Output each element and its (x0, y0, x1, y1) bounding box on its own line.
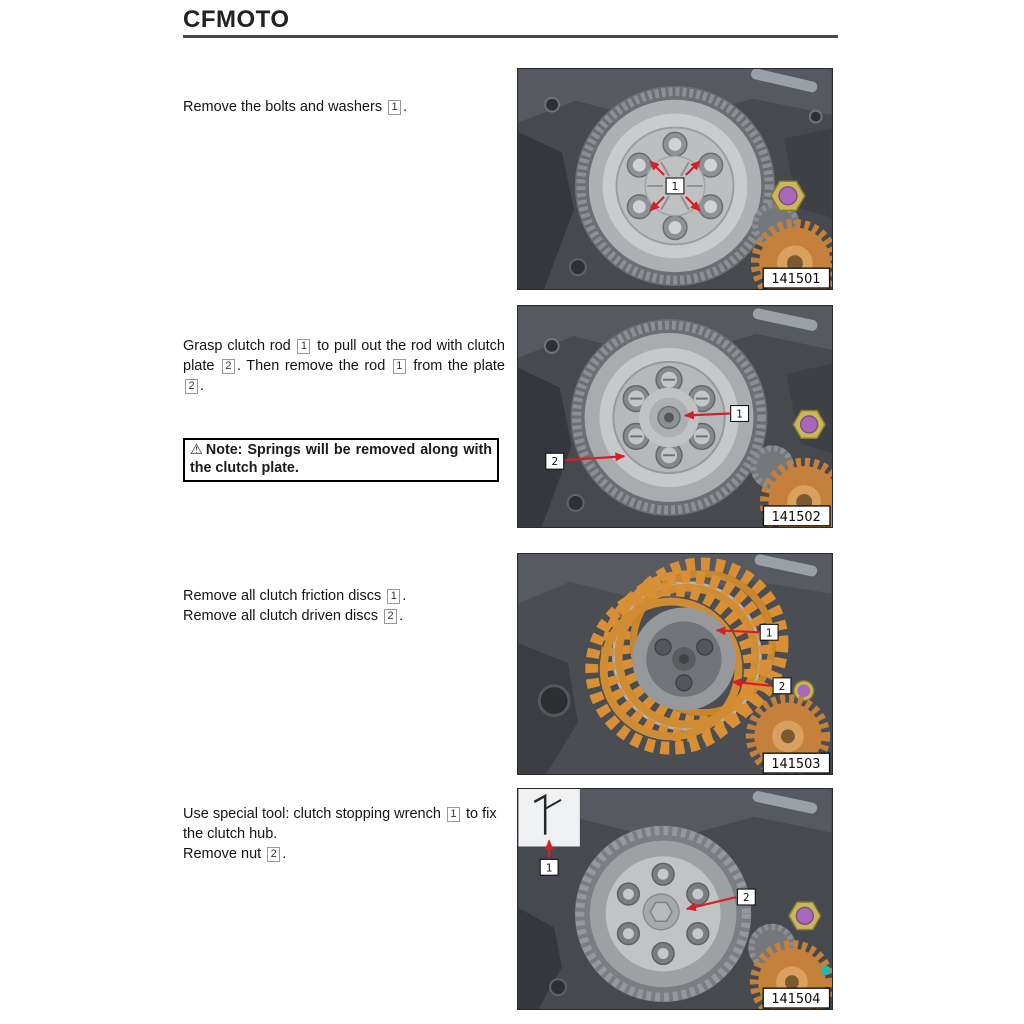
teal-mark (821, 965, 831, 975)
purple-seal (779, 187, 797, 205)
note-text: Note: Springs will be removed along with the clutch plate. (190, 442, 492, 476)
figure-number-box (763, 988, 829, 1008)
clutch-center-hub (632, 608, 735, 711)
text-run: Use special tool: clutch stopping wrench (183, 806, 445, 822)
brass-nut (793, 411, 825, 439)
svg-text:1: 1 (545, 862, 553, 875)
instruction-step-2 (183, 336, 505, 396)
svg-text:1: 1 (671, 180, 679, 193)
figure-141503 (517, 553, 833, 775)
instruction-step-3 (183, 586, 505, 626)
text-run: . (282, 846, 287, 862)
figure-141502 (517, 305, 833, 528)
clutch-rod (658, 407, 680, 429)
clutch-rod-photo (518, 306, 832, 527)
figure-number-box (763, 506, 830, 526)
text-run: . (403, 99, 408, 115)
header-divider (183, 35, 838, 38)
text-run: from the plate (407, 358, 505, 374)
callout-ref-1: 1 (297, 339, 310, 354)
purple-seal (801, 416, 818, 433)
callout-ref-1: 1 (387, 589, 400, 604)
svg-text:141502: 141502 (771, 509, 821, 525)
text-run: . (200, 378, 205, 394)
text-run: Remove the bolts and washers (183, 99, 387, 115)
text-run: to fix the clutch hub. (183, 806, 497, 842)
figure-number-box (763, 268, 829, 288)
callout-ref-1: 1 (388, 100, 401, 115)
warning-icon: ⚠ (190, 442, 204, 458)
figure-callout-1 (760, 624, 778, 640)
clutch-hub-photo (518, 789, 832, 1009)
svg-text:1: 1 (736, 408, 743, 421)
instruction-step-4 (183, 804, 505, 864)
figure-callout-2 (737, 889, 755, 905)
text-run: Remove all clutch driven discs (183, 608, 383, 624)
callout-ref-2: 2 (185, 379, 198, 394)
svg-text:1: 1 (765, 627, 773, 640)
figure-callout-1 (666, 178, 684, 194)
brass-nut (789, 902, 821, 930)
svg-text:141504: 141504 (771, 992, 821, 1008)
svg-text:141501: 141501 (771, 272, 821, 288)
figure-callout-2 (773, 678, 791, 694)
callout-ref-1: 1 (393, 359, 406, 374)
friction-discs-photo (518, 554, 832, 774)
callout-ref-1: 1 (447, 807, 460, 822)
text-run: Remove all clutch friction discs (183, 588, 386, 604)
svg-text:2: 2 (551, 456, 559, 469)
text-run: . Then remove the rod (236, 358, 391, 374)
text-run: Remove nut (183, 846, 266, 862)
text-run: Grasp clutch rod (183, 338, 296, 354)
special-tool-window (518, 789, 579, 846)
hub-nut (650, 902, 672, 921)
svg-text:141503: 141503 (771, 757, 821, 773)
figure-callout-1 (731, 406, 749, 422)
figure-141501 (517, 68, 833, 290)
text-run: to pull out the rod with clutch plate (183, 338, 505, 374)
clutch-hub (575, 826, 751, 1002)
brass-nut (771, 181, 805, 210)
figure-141504 (517, 788, 833, 1010)
svg-text:2: 2 (743, 891, 750, 904)
figure-number-box (763, 753, 829, 773)
figure-callout-2 (546, 453, 564, 469)
clutch-bolts-photo (518, 69, 832, 289)
purple-seal (796, 907, 813, 924)
note-box (183, 438, 499, 482)
callout-ref-2: 2 (267, 847, 280, 862)
callout-ref-2: 2 (222, 359, 235, 374)
brand-logo: CFMOTO (183, 6, 290, 33)
figure-callout-1 (540, 859, 558, 875)
svg-text:2: 2 (778, 680, 786, 693)
text-run: . (399, 608, 404, 624)
callout-ref-2: 2 (384, 609, 397, 624)
text-run: . (402, 588, 407, 604)
instruction-step-1 (183, 97, 505, 117)
